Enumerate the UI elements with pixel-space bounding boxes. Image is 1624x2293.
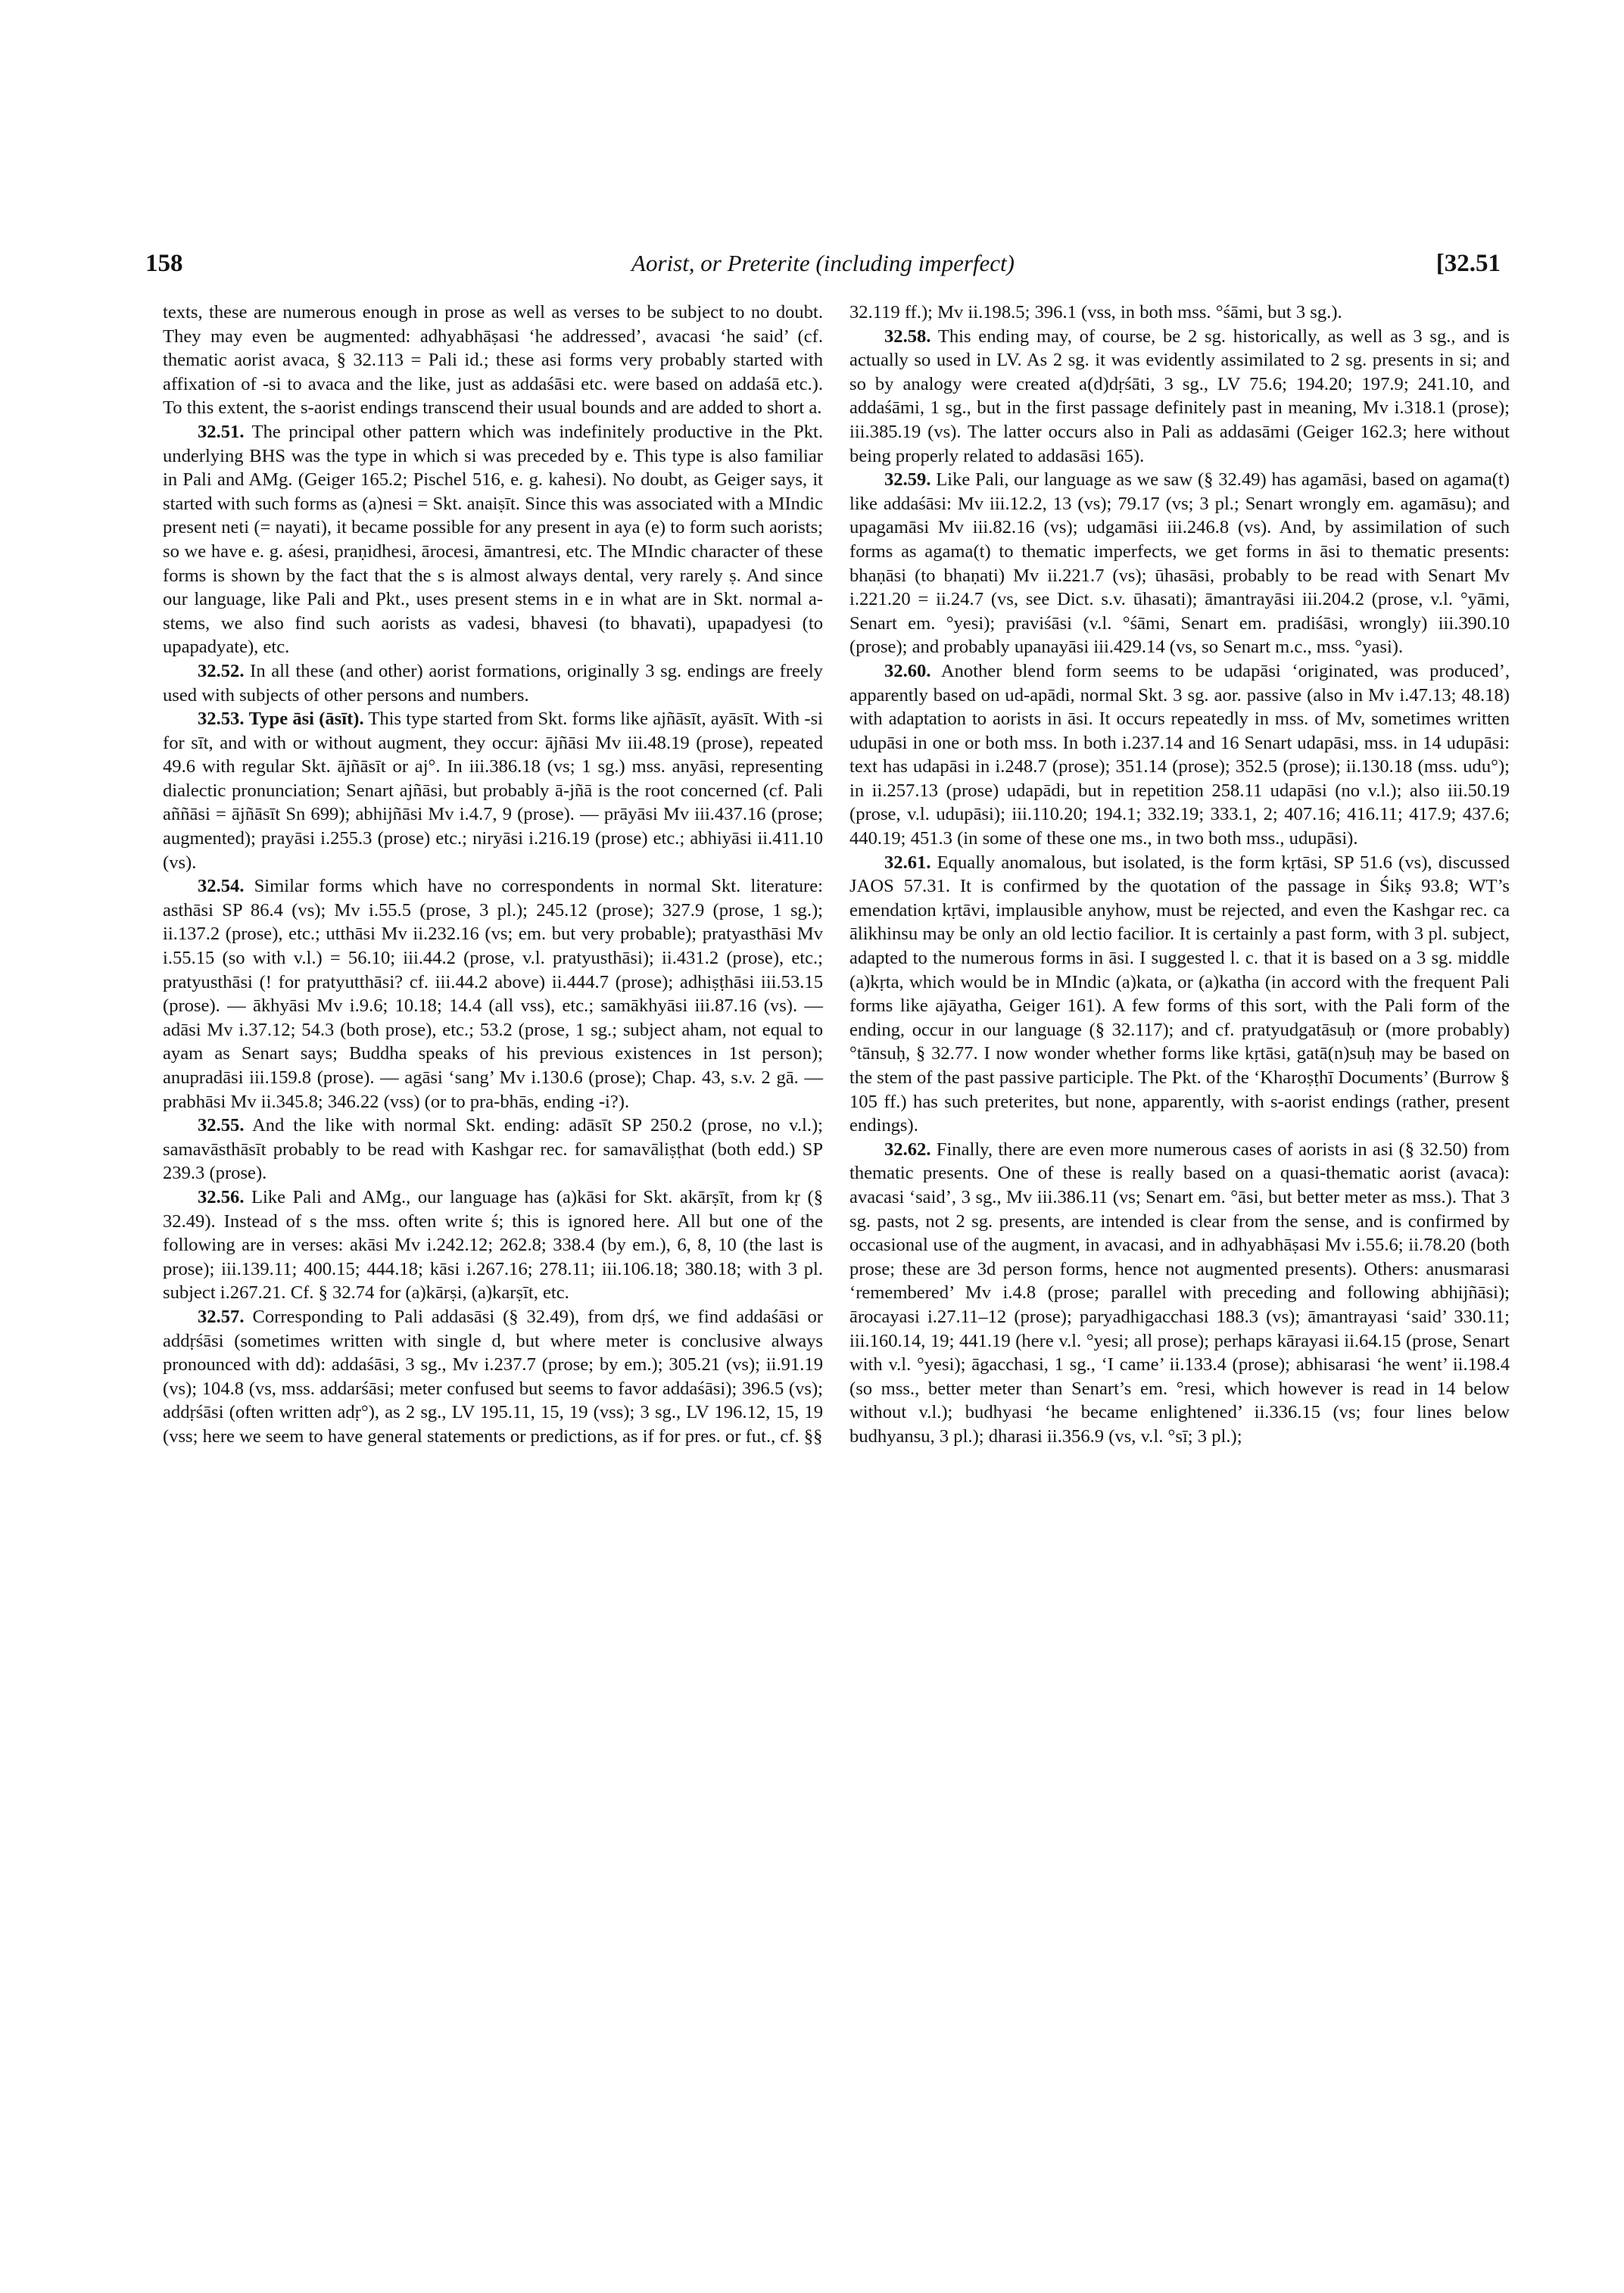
paragraph [163,874,823,1114]
section-number: 32.56. [198,1186,245,1207]
section-reference: [32.51 [1435,250,1501,277]
paragraph [849,468,1510,659]
paragraph-text: Like Pali, our language as we saw (§ 32.49) has agamāsi, based on agama(t) like addaśāsi: Mv iii.12.2, 13 (vs); 79.17 (vs; 3 pl.; Senart wrongly em. agamāsu); and upagamāsi Mv iii.82.16 (vs); udgamāsi iii.246.8 (vs). And, by assimilation of such forms as agama(t) to thematic imperfects, we get forms in āsi to thematic presents: bhaṇāsi (to bhaṇati) Mv ii.221.7 (vs); ūhasāsi, probably to be read with Senart Mv i.221.20 = ii.24.7 (vs, see Dict. s.v. ūhasati); āmantrayāsi iii.204.2 (prose, v.l. °yāmi, Senart em. °yesi); praviśāsi (v.l. °śāmi, Senart em. pradiśāsi, wrongly) iii.390.10 (prose); and probably upanayāsi iii.429.14 (vs, so Senart m.c., mss. °yasi). [849,469,1510,658]
paragraph [163,659,823,707]
paragraph-text: And the like with normal Skt. ending: adāsīt SP 250.2 (prose, no v.l.); samavāsthāsīt probably to be read with Kashgar rec. for samavāliṣṭhat (both edd.) SP 239.3 (prose). [163,1115,823,1184]
section-number: 32.62. [884,1139,931,1160]
paragraph-text: Another blend form seems to be udapāsi ‘originated, was produced’, apparently based on ud-apādi, normal Skt. 3 sg. aor. passive (also in Mv i.47.13; 48.18) with adaptation to aorists in āsi. It occurs repeatedly in mss. of Mv, sometimes written udupāsi in one or both mss. In both i.237.14 and 16 Senart udapāsi, mss. in 14 udupāsi: text has udapāsi in i.248.7 (prose); 351.14 (prose); 352.5 (prose); ii.130.18 (mss. udu°); in ii.257.13 (prose) udapādi, but in repetition 258.11 udapāsi (no v.l.); also iii.50.19 (prose, v.l. udupāsi); iii.110.20; 194.1; 332.19; 333.1, 2; 407.16; 416.11; 417.9; 437.6; 440.19; 451.3 (in some of these one ms., in two both mss., udupāsi). [849,660,1510,849]
paragraph-text: This ending may, of course, be 2 sg. historically, as well as 3 sg., and is actually so used in LV. As 2 sg. it was evidently assimilated to 2 sg. presents in si; and so by analogy were created a(d)dṛśāti, 3 sg., LV 75.6; 194.20; 197.9; 241.10, and addaśāmi, 1 sg., but in the first passage definitely past in meaning, Mv i.318.1 (prose); iii.385.19 (vs). The latter occurs also in Pali as addasāmi (Geiger 162.3; here without being properly related to addasāsi 165). [849,326,1510,466]
paragraph-text: In all these (and other) aorist formations, originally 3 sg. endings are freely used with subjects of other persons and numbers. [163,660,823,706]
paragraph-text: Equally anomalous, but isolated, is the form kṛtāsi, SP 51.6 (vs), discussed JAOS 57.31. It is confirmed by the quotation of the passage in Śikṣ 93.8; WT’s emendation kṛtāvi, implausible anyhow, must be rejected, and even the Kashgar rec. ca ālikhinsu may be only an old lectio facilior. It is certainly a past form, with 3 pl. subject, adapted to the numerous forms in āsi. I suggested l. c. that it is based on a 3 sg. middle (a)kṛta, which would be in MIndic (a)kata, or (a)katha (in accord with the frequent Pali forms like ajāyatha, Geiger 161). A few forms of this sort, with the Pali form of the ending, occur in our language (§ 32.117); and cf. pratyudgatāsuḥ or (more probably) °tānsuḥ, § 32.77. I now wonder whether forms like kṛtāsi, gatā(n)suḥ may be based on the stem of the past passive participle. The Pkt. of the ‘Kharoṣṭhī Documents’ (Burrow § 105 ff.) has such preterites, but none, apparently, with s-aorist endings (rather, present endings). [849,852,1510,1136]
paragraph [849,1138,1510,1449]
paragraph [163,1114,823,1185]
paragraph-text: Corresponding to Pali addasāsi (§ 32.49), from dṛś, we find addaśāsi or addṛśāsi (sometimes written with single d, but where meter is conclusive always pronounced with dd): addaśāsi, 3 sg., Mv i.237.7 (prose; by em.); 305.21 (vs); ii.91.19 (vs); 104.8 (vs, mss. addarśāsi; meter confused but seems to favor addaśāsi); 396.5 (vs); addṛśāsi (often written adṛ°), as 2 sg., LV 195.11, 15, 19 (vss); 3 sg., LV 196.12, 15, 19 (vss; here we seem to have general statements or predictions, as if for pres. or fut., cf. §§ [163,1306,823,1447]
section-number: 32.59. [884,469,931,491]
section-number: 32.60. [884,660,931,681]
left-column [163,301,823,2261]
paragraph [163,707,823,874]
section-number: 32.54. [198,876,245,897]
paragraph [163,1305,823,1449]
paragraph [163,420,823,659]
paragraph [163,1185,823,1305]
right-column [849,301,1510,2261]
section-number: 32.57. [198,1306,245,1327]
paragraph-text: 32.119 ff.); Mv ii.198.5; 396.1 (vss, in both mss. °śāmi, but 3 sg.). [849,302,1342,322]
section-heading: Type āsi (āsīt). [248,709,364,730]
paragraph [849,659,1510,851]
paragraph-text: This type started from Skt. forms like ajñāsīt, ayāsīt. With -si for sīt, and with or without augment, they occur: ājñāsi Mv iii.48.19 (prose), repeated 49.6 with regular Skt. ājñāsīt or aj°. In iii.386.18 (vs; 1 sg.) mss. anyāsi, representing dialectic pronunciation; Senart ajñāsi, but probably ā-jñā is the root concerned (cf. Pali aññāsi = ājñāsīt Sn 699); abhijñāsi Mv i.4.7, 9 (prose). — prāyāsi Mv iii.437.16 (prose; augmented); prayāsi i.255.3 (prose) etc.; niryāsi i.216.19 (prose) etc.; abhiyāsi ii.411.10 (vs). [163,709,823,873]
section-number: 32.61. [884,852,931,873]
paragraph [849,325,1510,469]
page-number: 158 [145,250,183,277]
paragraph-text: Similar forms which have no correspondents in normal Skt. literature: asthāsi SP 86.4 (vs); Mv i.55.5 (prose, 3 pl.); 245.12 (prose); 327.9 (prose, 1 sg.); ii.137.2 (prose), etc.; utthāsi Mv ii.232.16 (vs; em. but very probable); pratyasthāsi Mv i.55.15 (so with v.l.) = 56.10; iii.44.2 (prose, v.l. pratyusthāsi); ii.431.2 (prose), etc.; pratyusthāsi (! for pratyutthāsi? cf. iii.44.2 above) ii.444.7 (prose); adhiṣṭhāsi iii.53.15 (prose). — ākhyāsi Mv i.9.6; 10.18; 14.4 (all vss), etc.; samākhyāsi iii.87.16 (vs). — adāsi Mv i.37.12; 54.3 (both prose), etc.; 53.2 (prose, 1 sg.; subject aham, not equal to ayam as Senart says; Buddha speaks of his previous existences in 1st person); anupradāsi iii.159.8 (prose). — agāsi ‘sang’ Mv i.130.6 (prose); Chap. 43, s.v. 2 gā. — prabhāsi Mv ii.345.8; 346.22 (vss) (or to pra-bhās, ending -i?). [163,876,823,1112]
page-header [145,250,1501,288]
paragraph-text: texts, these are numerous enough in prose as well as verses to be subject to no doubt. They may even be augmented: adhyabhāṣasi ‘he addressed’, avacasi ‘he said’ (cf. thematic aorist avaca, § 32.113 = Pali id.; these asi forms very probably started with affixation of -si to avaca and the like, just as addaśāsi etc. were based on addaśā etc.). To this extent, the s-aorist endings transcend their usual bounds and are added to short a. [163,302,823,419]
section-number: 32.53. [198,709,245,730]
section-number: 32.58. [884,326,931,347]
paragraph-text: Like Pali and AMg., our language has (a)kāsi for Skt. akārṣīt, from kṛ (§ 32.49). Instead of s the mss. often write ś; this is ignored here. All but one of the following are in verses: akāsi Mv i.242.12; 262.8; 338.4 (by em.), 6, 8, 10 (the last is prose); iii.139.11; 400.15; 444.18; kāsi i.267.16; 278.11; iii.106.18; 380.18; with 3 pl. subject i.267.21. Cf. § 32.74 for (a)kārṣi, (a)karṣīt, etc. [163,1186,823,1304]
paragraph-text: Finally, there are even more numerous cases of aorists in asi (§ 32.50) from thematic presents. One of these is really based on a quasi-thematic aorist (avaca): avacasi ‘said’, 3 sg., Mv iii.386.11 (vs; Senart em. °āsi, but better meter as mss.). That 3 sg. pasts, not 2 sg. presents, are intended is clear from the sense, and is confirmed by occasional use of the augment, in avacasi, and in adhyabhāṣasi Mv i.55.6; ii.78.20 (both prose; these are 3d person forms, hence not augmented presents). Others: anusmarasi ‘remembered’ Mv i.4.8 (prose; parallel with preceding and following abhijñāsi); ārocayasi i.27.11–12 (prose); paryadhigacchasi 188.3 (vs); āmantrayasi ‘said’ 330.11; iii.160.14, 19; 441.19 (here v.l. °yesi; all prose); perhaps kārayasi ii.64.15 (prose, Senart with v.l. °yesi); āgacchasi, 1 sg., ‘I came’ ii.133.4 (prose); abhisarasi ‘he went’ ii.198.4 (so mss., better meter than Senart’s em. °resi, which however is read in 14 below without v.l.); budhyasi ‘he became enlightened’ ii.336.15 (vs; four lines below budhyansu, 3 pl.); dharasi ii.356.9 (vs, v.l. °sī; 3 pl.); [849,1139,1510,1447]
section-number: 32.51. [198,421,245,442]
paragraph-text: The principal other pattern which was indefinitely productive in the Pkt. underlying BHS was the type in which si was preceded by e. This type is also familiar in Pali and AMg. (Geiger 165.2; Pischel 516, e. g. kahesi). No doubt, as Geiger says, it started with such forms as (a)nesi = Skt. anaiṣīt. Since this was associated with a MIndic present neti (= nayati), it became possible for any present in aya (e) to form such aorists; so we have e. g. aśesi, praṇidhesi, ārocesi, āmantresi, etc. The MIndic character of these forms is shown by the fact that the s is almost always dental, very rarely ṣ. And since our language, like Pali and Pkt., uses present stems in e in what are in Skt. normal a-stems, we also find such aorists as vadesi, bhavesi (to bhavati), upapadyesi (to upapadyate), etc. [163,421,823,658]
running-title: Aorist, or Preterite (including imperfect) [631,250,1015,276]
section-number: 32.55. [198,1115,245,1136]
paragraph [849,851,1510,1138]
paragraph [849,301,1510,325]
section-number: 32.52. [198,660,245,681]
paragraph [163,301,823,420]
